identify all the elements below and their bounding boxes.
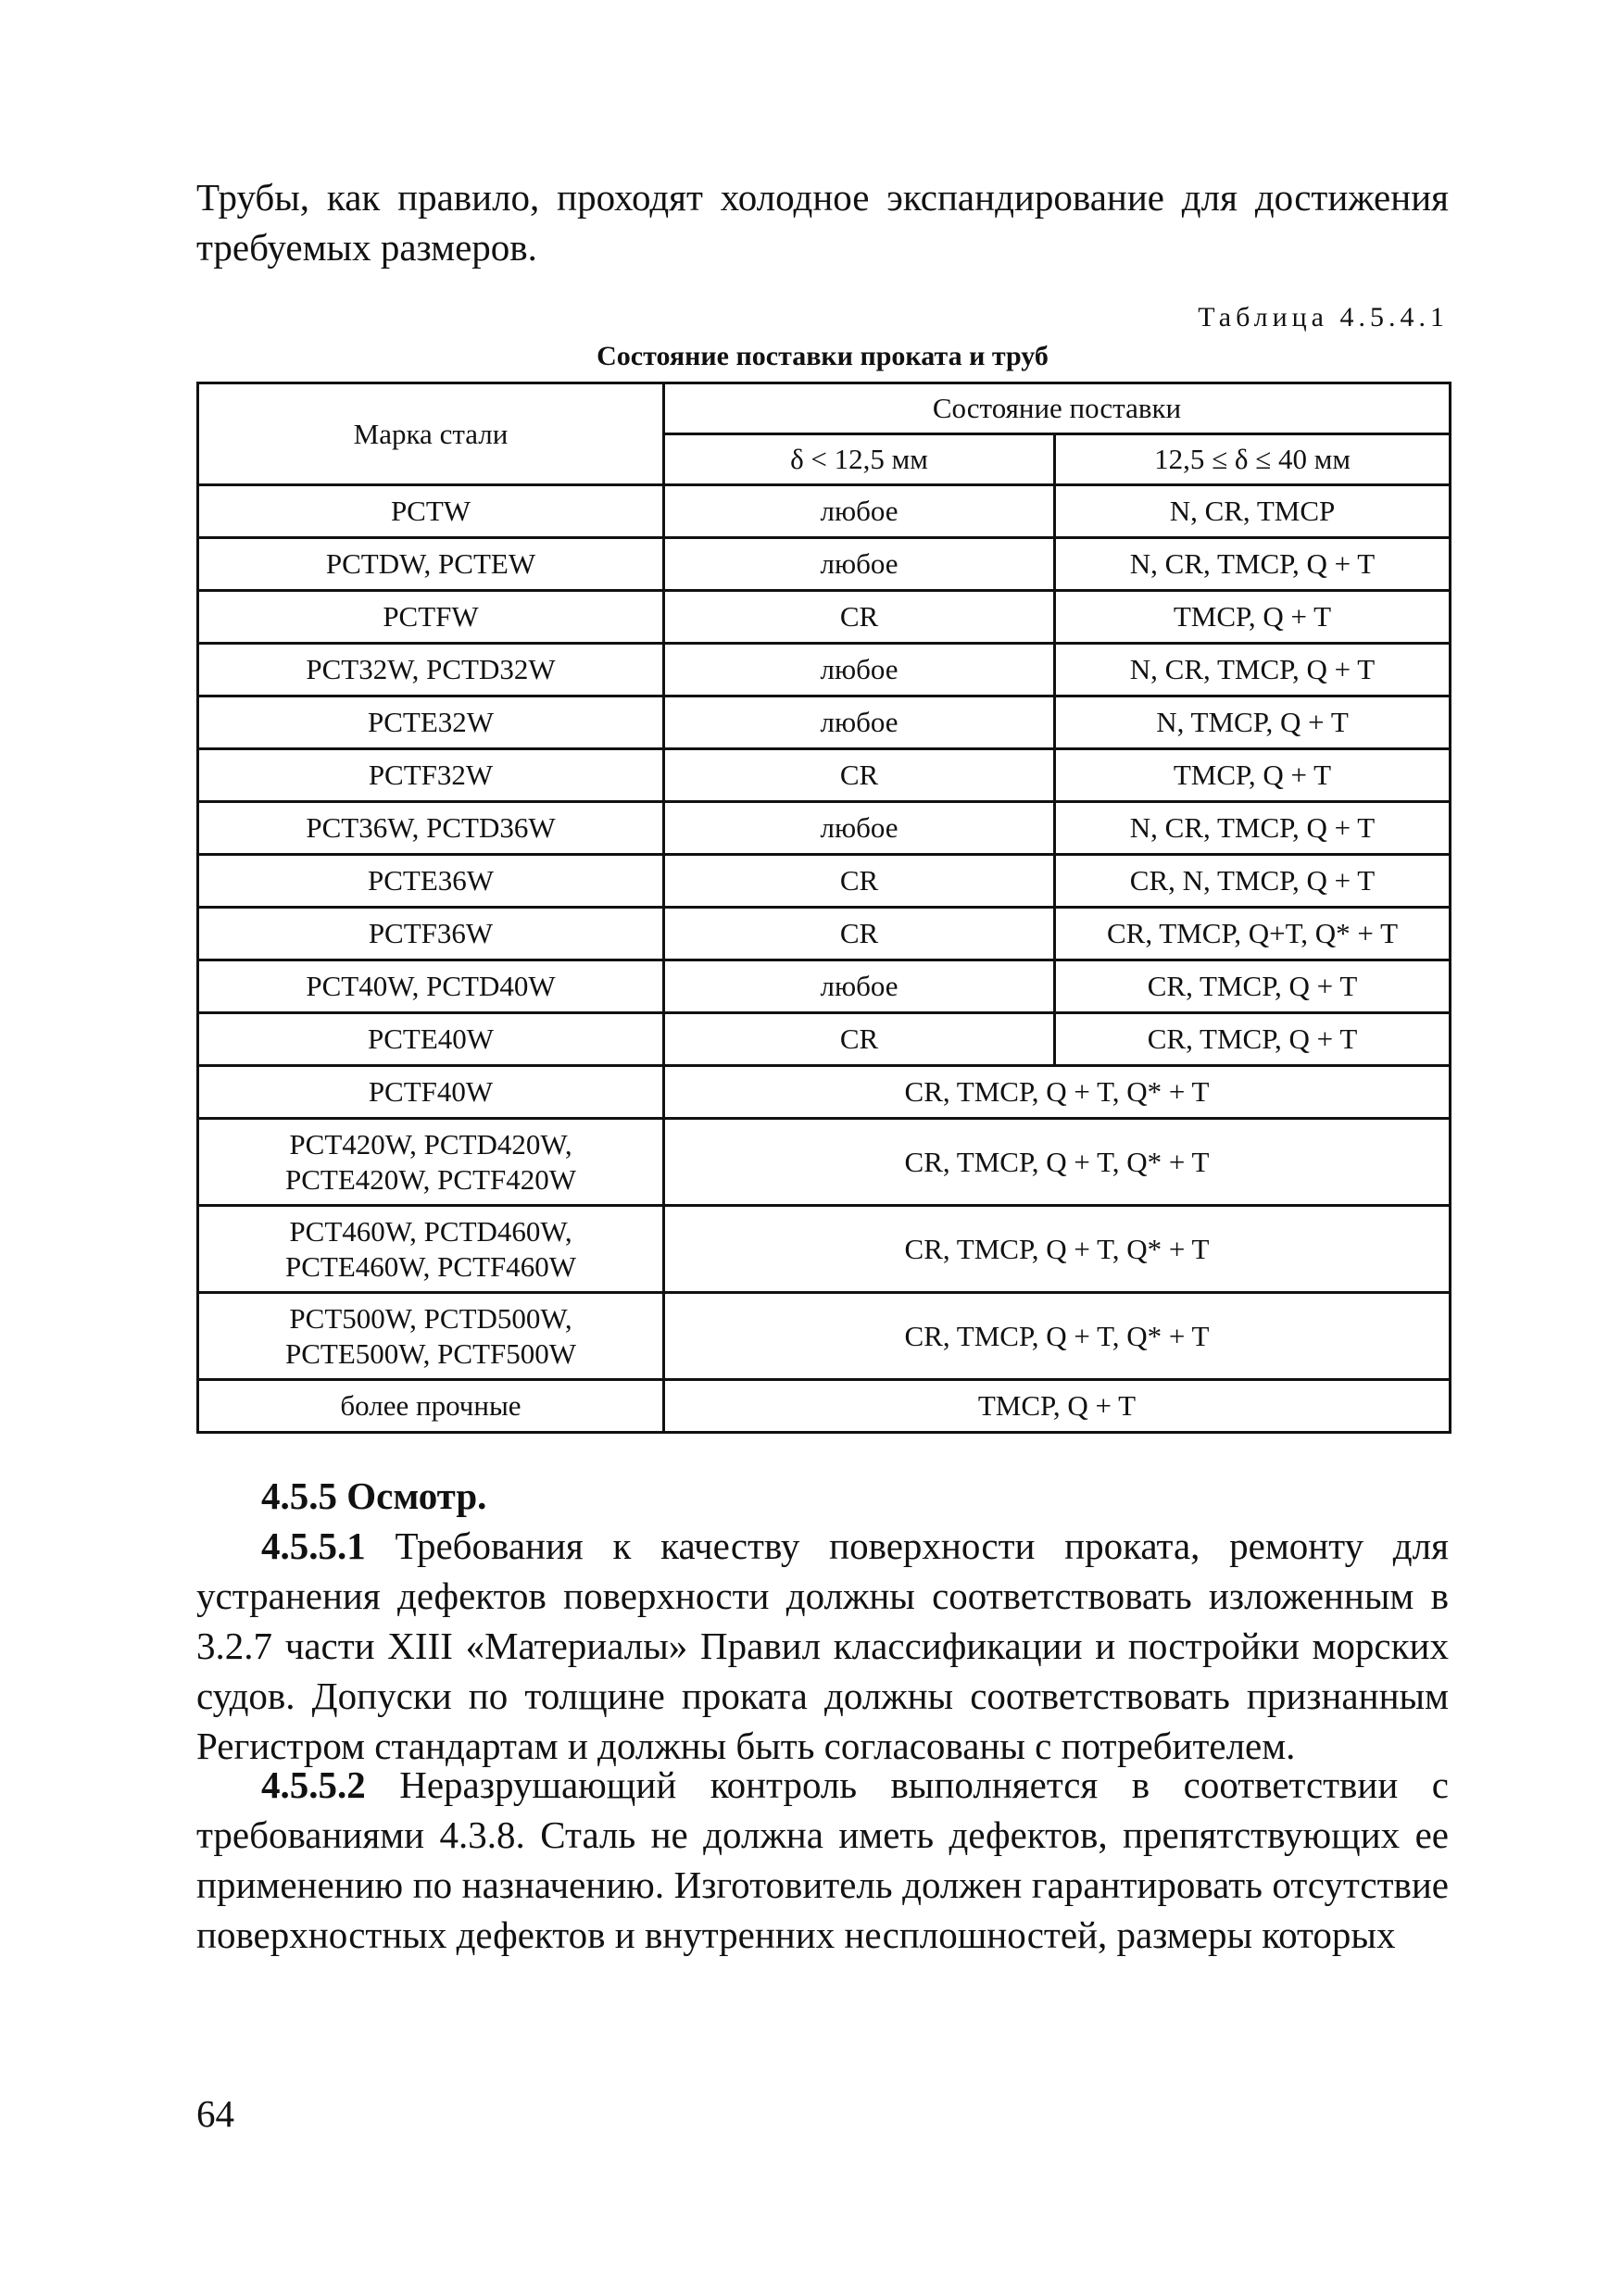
grade-line: PCTF40W (368, 1075, 494, 1108)
cell-thick: TMCP, Q + T (1055, 591, 1451, 644)
cell-thin: любое (664, 644, 1055, 696)
cell-thin: CR (664, 1013, 1055, 1066)
table-row (198, 749, 1451, 802)
cell-grade: PCT36W, PCTD36W (198, 802, 664, 855)
cell-grade: PCTDW, PCTEW (198, 538, 664, 591)
cell-thick: CR, TMCP, Q + T (1055, 1013, 1451, 1066)
table-row (198, 908, 1451, 960)
cell-thin: CR (664, 749, 1055, 802)
table-row (198, 855, 1451, 908)
table-header-row (198, 383, 1451, 434)
table-row (198, 538, 1451, 591)
table-row (198, 960, 1451, 1013)
table-row-merged (198, 1380, 1451, 1433)
cell-grade (198, 1119, 664, 1206)
grade-line: PCTE460W, PCTF460W (284, 1249, 577, 1283)
table-row-merged (198, 1206, 1451, 1293)
grade-line: PCTE500W, PCTF500W (284, 1336, 577, 1370)
cell-thick: N, CR, TMCP (1055, 485, 1451, 538)
cell-thick: N, CR, TMCP, Q + T (1055, 644, 1451, 696)
cell-thick: CR, TMCP, Q+T, Q* + T (1055, 908, 1451, 960)
cell-thin: любое (664, 538, 1055, 591)
table-number: Таблица 4.5.4.1 (1198, 302, 1449, 332)
cell-grade (198, 1066, 664, 1119)
cell-thin: любое (664, 960, 1055, 1013)
delivery-condition-table (196, 382, 1451, 1434)
header-thickness-thick: 12,5 ≤ δ ≤ 40 мм (1055, 434, 1451, 485)
cell-grade (198, 1206, 664, 1293)
cell-thick: N, TMCP, Q + T (1055, 696, 1451, 749)
cell-grade (198, 1380, 664, 1433)
grade-line: PCTE420W, PCTF420W (284, 1162, 577, 1196)
grade-line: PCT460W, PCTD460W, (289, 1214, 572, 1248)
cell-thin: любое (664, 802, 1055, 855)
cell-thin: любое (664, 485, 1055, 538)
cell-grade (198, 1293, 664, 1380)
cell-grade: PCTFW (198, 591, 664, 644)
cell-thick: TMCP, Q + T (1055, 749, 1451, 802)
cell-grade: PCT32W, PCTD32W (198, 644, 664, 696)
cell-grade: PCTF32W (198, 749, 664, 802)
table-row (198, 644, 1451, 696)
table-row (198, 696, 1451, 749)
clause-number: 4.5.5.2 (261, 1763, 366, 1806)
cell-thin: CR (664, 591, 1055, 644)
cell-thin: CR (664, 855, 1055, 908)
table-row-merged (198, 1293, 1451, 1380)
cell-grade: PCTW (198, 485, 664, 538)
cell-thin: CR (664, 908, 1055, 960)
cell-condition-merged: CR, TMCP, Q + T, Q* + T (664, 1066, 1451, 1119)
cell-thin: любое (664, 696, 1055, 749)
table-title: Состояние поставки проката и труб (597, 341, 1049, 371)
cell-condition-merged: CR, TMCP, Q + T, Q* + T (664, 1206, 1451, 1293)
table-row-merged (198, 1066, 1451, 1119)
cell-thick: CR, N, TMCP, Q + T (1055, 855, 1451, 908)
table-row (198, 485, 1451, 538)
cell-grade: PCTE32W (198, 696, 664, 749)
cell-condition-merged: CR, TMCP, Q + T, Q* + T (664, 1293, 1451, 1380)
paragraph-4-5-5-2 (196, 1760, 1449, 1960)
header-steel-grade: Марка стали (198, 383, 664, 485)
cell-grade: PCTE40W (198, 1013, 664, 1066)
cell-thick: N, CR, TMCP, Q + T (1055, 802, 1451, 855)
cell-condition-merged: TMCP, Q + T (664, 1380, 1451, 1433)
table-row (198, 591, 1451, 644)
cell-grade: PCT40W, PCTD40W (198, 960, 664, 1013)
table-row-merged (198, 1119, 1451, 1206)
clause-text: Требования к качеству поверхности проката, ремонту для устранения дефектов поверхности должны соответствовать изложенным в 3.2.7 части XIII «Материалы» Правил классификации и постройки морских судов. Допуски по толщине проката должны соответствовать признанным Регистром стандартам и должны быть согласованы с потребителем. (196, 1524, 1449, 1767)
paragraph-4-5-5-1 (196, 1521, 1449, 1771)
cell-condition-merged: CR, TMCP, Q + T, Q* + T (664, 1119, 1451, 1206)
table-row (198, 802, 1451, 855)
grade-line: PCT500W, PCTD500W, (289, 1301, 572, 1335)
grade-line: более прочные (340, 1389, 521, 1422)
table-row (198, 1013, 1451, 1066)
cell-thick: N, CR, TMCP, Q + T (1055, 538, 1451, 591)
page-number: 64 (196, 2092, 234, 2135)
grade-line: PCT420W, PCTD420W, (289, 1127, 572, 1161)
cell-grade: PCTF36W (198, 908, 664, 960)
cell-thick: CR, TMCP, Q + T (1055, 960, 1451, 1013)
header-delivery-condition: Состояние поставки (664, 383, 1451, 434)
cell-grade: PCTE36W (198, 855, 664, 908)
clause-text: Неразрушающий контроль выполняется в соответствии с требованиями 4.3.8. Сталь не должна иметь дефектов, препятствующих ее применению по назначению. Изготовитель должен гарантировать отсутствие поверхностных дефектов и внутренних несплошностей, размеры которых (196, 1763, 1449, 1956)
header-thickness-thin: δ < 12,5 мм (664, 434, 1055, 485)
section-heading: 4.5.5 Осмотр. (261, 1474, 487, 1517)
clause-number: 4.5.5.1 (261, 1524, 366, 1567)
intro-paragraph: Трубы, как правило, проходят холодное экспандирование для достижения требуемых размеров. (196, 176, 1449, 269)
